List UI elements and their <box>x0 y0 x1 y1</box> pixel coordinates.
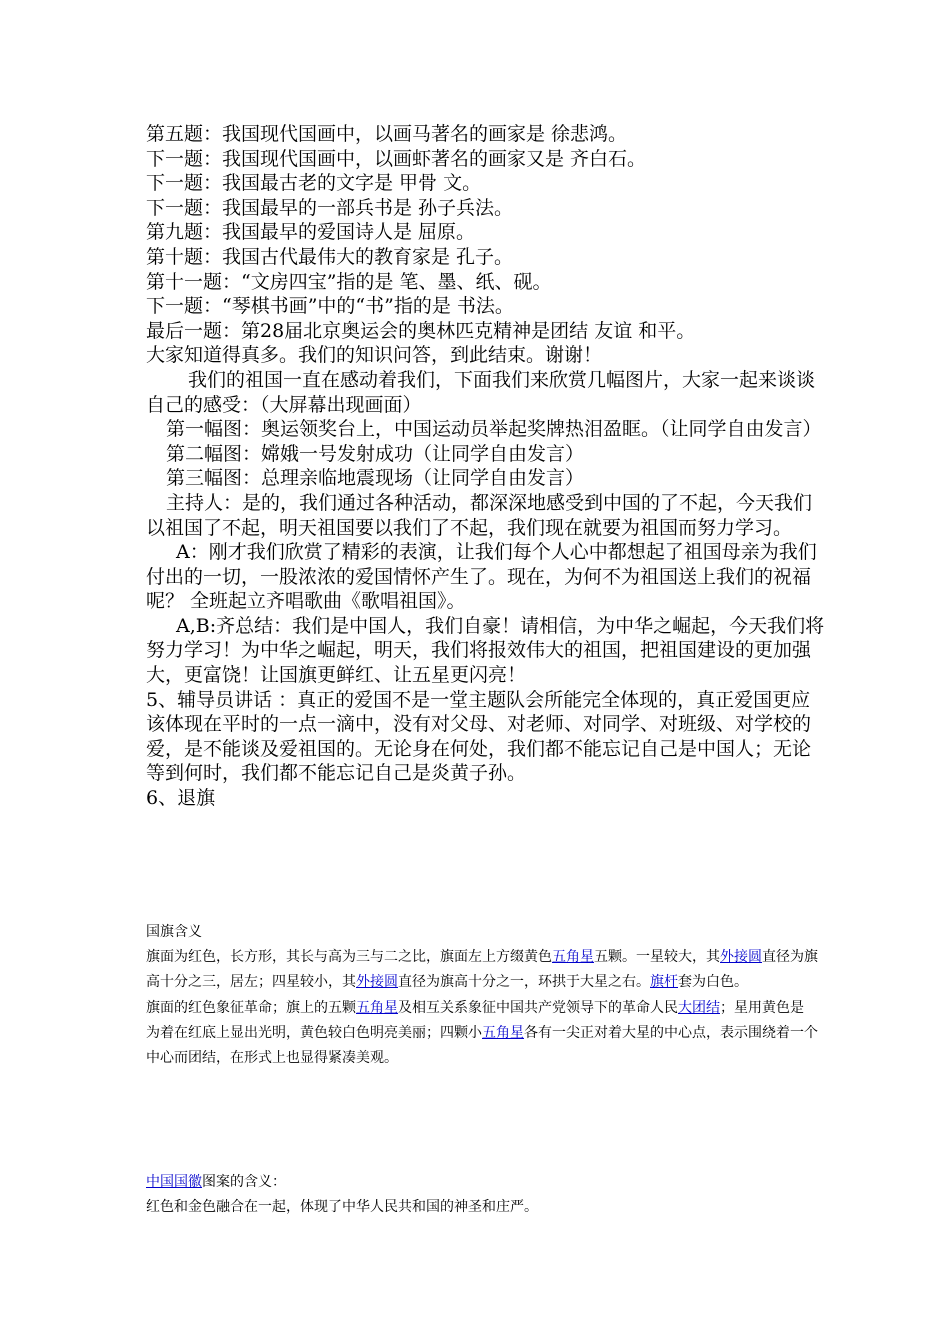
quiz-line-6: 下一题：我国现代国画中，以画虾著名的画家又是 齐白石。 <box>146 147 647 170</box>
flag-paragraph-2: 旗面的红色象征革命；旗上的五颗五角星及相互关系象征中国共产党领导下的革命人民大团结；星用黄色是 <box>146 999 804 1016</box>
flag-meaning-title: 国旗含义 <box>146 924 202 940</box>
quiz-closing: 大家知道得真多。我们的知识问答，到此结束。谢谢！ <box>146 344 603 367</box>
emblem-title: 中国国徽图案的含义： <box>146 1174 286 1190</box>
flag-paragraph-1: 旗面为红色，长方形，其长与高为三与二之比，旗面左上方缀黄色五角星五颗。一星较大，其外接圆直径为旗高十分之三，居左；四星较小，其外接圆直径为旗高十分之一，环拱于大星之右。旗杆套为白色。 <box>146 949 818 991</box>
flag-meaning-section <box>146 920 826 1071</box>
quiz-line-7: 下一题：我国最古老的文字是 甲骨 文。 <box>146 172 482 195</box>
quiz-line-11: 第十一题：“文房四宝”指的是 笔、墨、纸、砚。 <box>146 270 552 293</box>
link-flagpole[interactable]: 旗杆 <box>650 974 678 991</box>
host-paragraph: 主持人：是的，我们通过各种活动，都深深地感受到中国的了不起，今天我们以祖国了不起，明天祖国要以我们了不起，我们现在就要为祖国而努力学习。 <box>146 491 813 539</box>
picture-1: 第一幅图：奥运领奖台上，中国运动员举起奖牌热泪盈眶。（让同学自由发言） <box>166 418 822 441</box>
link-circumcircle[interactable]: 外接圆 <box>720 949 762 966</box>
flag-paragraph-3: 为着在红底上显出光明，黄色较白色明亮美丽；四颗小五角星各有一尖正对着大星的中心点，表示围绕着一个 <box>146 1024 818 1041</box>
quiz-line-12: 下一题：“琴棋书画”中的“书”指的是 书法。 <box>146 295 514 318</box>
pictures-intro: 我们的祖国一直在感动着我们，下面我们来欣赏几幅图片，大家一起来谈谈自己的感受：（大屏幕出现画面） <box>146 368 816 416</box>
link-five-star[interactable]: 五角星 <box>552 949 594 966</box>
counselor-speech: 5、辅导员讲话 ：真正的爱国不是一堂主题队会所能完全体现的，真正爱国更应该体现在平时的一点一滴中，没有对父母、对老师、对同学、对班级、对学校的爱，是不能谈及爱祖国的。无论身在何处，我们都不能忘记自己是中国人；无论等到何时，我们都不能忘记自己是炎黄子孙。 <box>146 688 812 785</box>
emblem-paragraph: 红色和金色融合在一起，体现了中华人民共和国的神圣和庄严。 <box>146 1199 538 1216</box>
picture-3: 第三幅图：总理亲临地震现场（让同学自由发言） <box>166 467 585 490</box>
picture-2: 第二幅图：嫦娥一号发射成功（让同学自由发言） <box>166 442 585 465</box>
emblem-section <box>146 1170 826 1220</box>
quiz-line-last: 最后一题：第28届北京奥运会的奥林匹克精神是团结 友谊 和平。 <box>146 319 696 342</box>
ab-summary: A,B:齐总结：我们是中国人，我们自豪！请相信，为中华之崛起，今天我们将努力学习！为中华之崛起，明天，我们将报效伟大的祖国，把祖国建设的更加强大，更富饶！让国旗更鲜红、让五星更闪亮！ <box>146 614 825 687</box>
link-great-unity[interactable]: 大团结 <box>678 999 720 1016</box>
quiz-line-5: 第五题：我国现代国画中，以画马著名的画家是 徐悲鸿。 <box>146 123 628 145</box>
flag-paragraph-4: 中心而团结，在形式上也显得紧凑美观。 <box>146 1050 398 1067</box>
link-circumcircle-2[interactable]: 外接圆 <box>356 974 398 991</box>
link-national-emblem[interactable]: 中国国徽 <box>146 1174 202 1190</box>
link-five-star-2[interactable]: 五角星 <box>356 999 398 1016</box>
link-five-star-3[interactable]: 五角星 <box>482 1024 524 1041</box>
flag-lowering: 6、退旗 <box>146 787 216 810</box>
quiz-line-10: 第十题：我国古代最伟大的教育家是 孔子。 <box>146 245 514 268</box>
quiz-line-8: 下一题：我国最早的一部兵书是 孙子兵法。 <box>146 196 514 219</box>
quiz-line-9: 第九题：我国最早的爱国诗人是 屈原。 <box>146 221 476 244</box>
a-paragraph: A：刚才我们欣赏了精彩的表演，让我们每个人心中都想起了祖国母亲为我们付出的一切，一股浓浓的爱国情怀产生了。现在，为何不为祖国送上我们的祝福呢？ 全班起立齐唱歌曲《歌唱祖国》。 <box>146 541 817 613</box>
main-text <box>146 122 826 811</box>
